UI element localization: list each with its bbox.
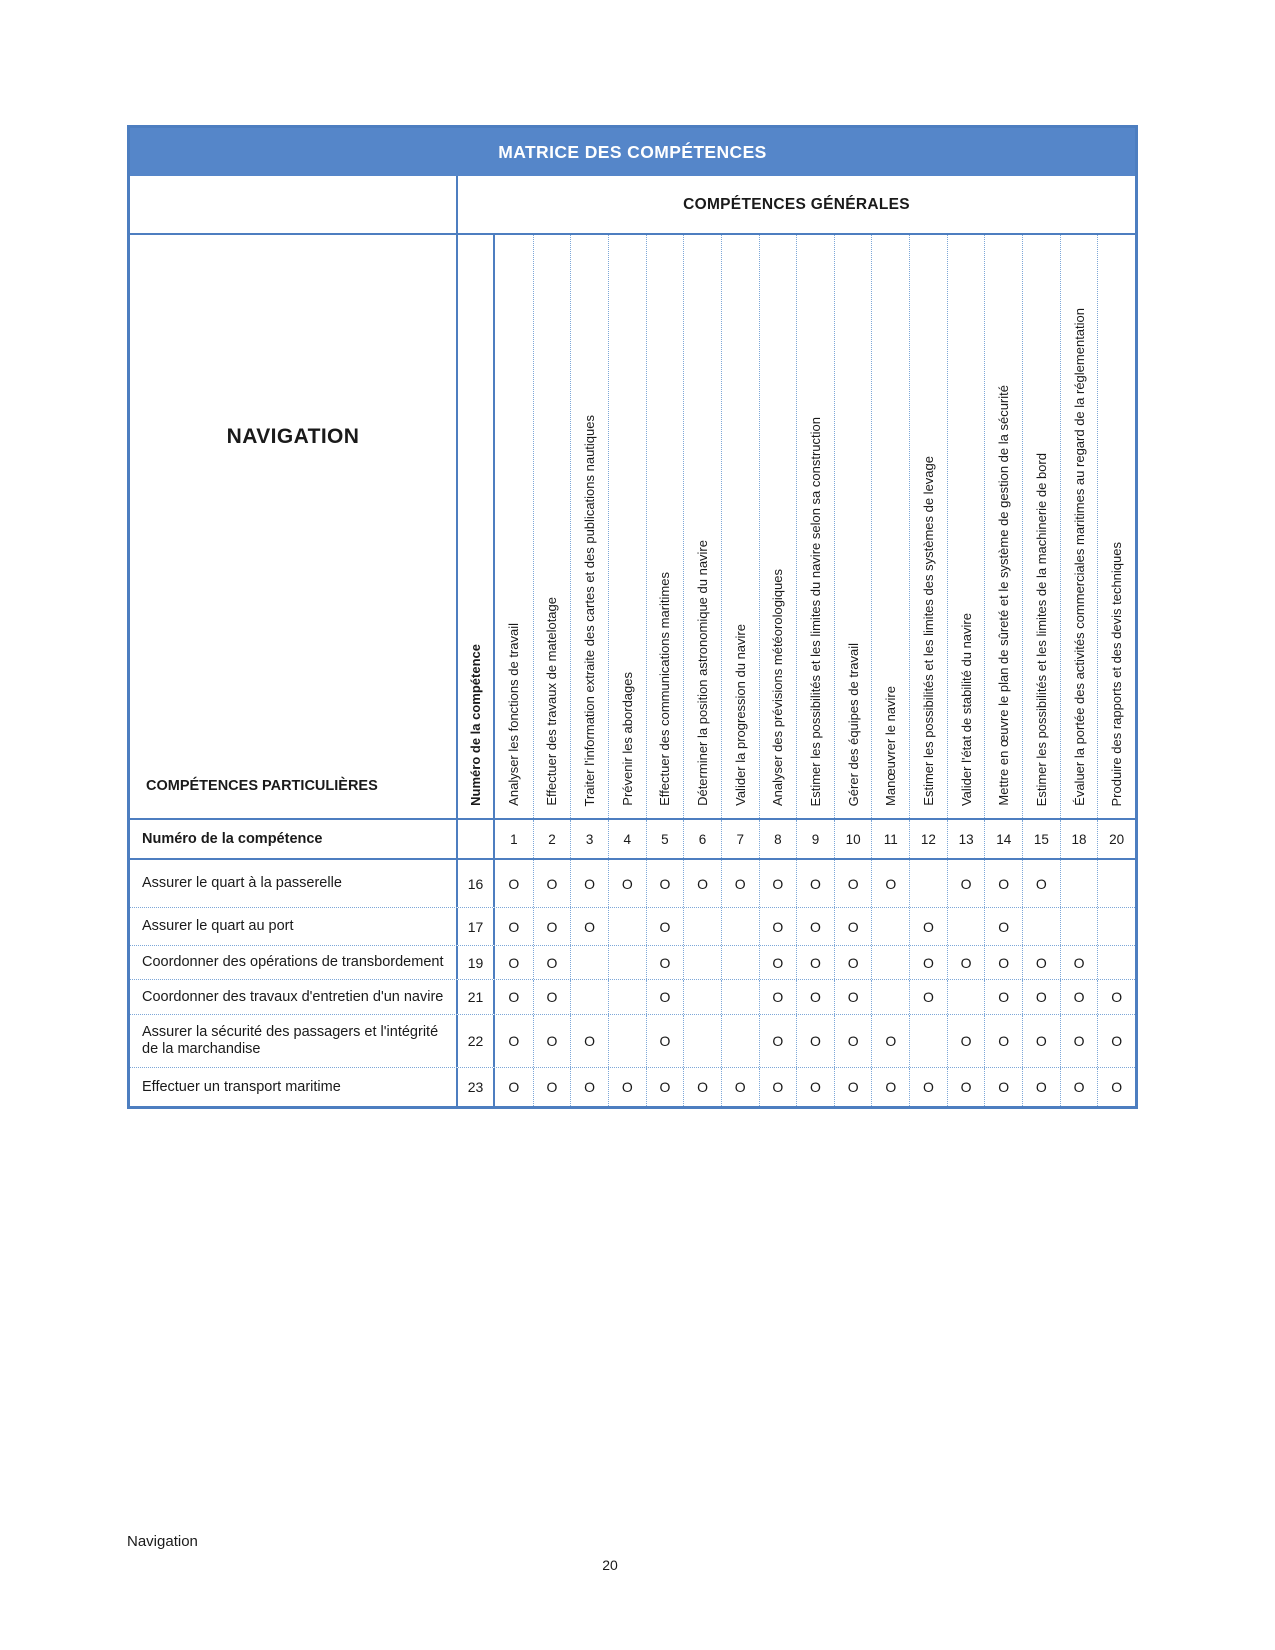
column-number-cell-text: 10: [845, 831, 861, 847]
mark-cell-checked-text: O: [772, 954, 784, 971]
column-number-cell-text: 3: [585, 831, 594, 847]
competency-label: [130, 1068, 458, 1106]
column-vheader-text: Évaluer la portée des activités commerciales maritimes au regard de la réglementation: [1071, 308, 1087, 806]
mark-cell-checked: [646, 860, 684, 907]
mark-cell-checked: [495, 946, 533, 979]
mark-cell-checked: [1060, 946, 1098, 979]
column-vheader: [909, 235, 947, 818]
mark-cell-checked-text: O: [584, 875, 596, 892]
mark-cell-empty: [683, 980, 721, 1014]
mark-cell-empty: [608, 946, 646, 979]
mark-cell-checked: [796, 1068, 834, 1106]
mark-cell-checked-text: O: [998, 875, 1010, 892]
matrix-title-bar: [130, 128, 1135, 176]
column-vheader-text: Estimer les possibilités et les limites des systèmes de levage: [920, 456, 936, 806]
mark-cell-checked-text: O: [1073, 954, 1085, 971]
mark-cell-checked: [871, 860, 909, 907]
competency-label: [130, 860, 458, 907]
mark-cell-checked-text: O: [508, 1033, 520, 1049]
mark-cell-checked-text: O: [697, 875, 708, 892]
mark-cell-checked: [570, 1068, 608, 1106]
competency-number-text: 17: [467, 918, 484, 935]
mark-cell-checked: [759, 1015, 797, 1067]
column-vheader-text: Estimer les possibilités et les limites du navire selon sa construction: [807, 416, 823, 806]
mark-cell-checked: [646, 980, 684, 1014]
competency-number-text: 23: [467, 1079, 484, 1095]
column-vheader: [1097, 235, 1135, 818]
column-number-cell-text: 15: [1033, 831, 1049, 847]
mark-cell-checked: [796, 980, 834, 1014]
mark-cell-empty: [871, 946, 909, 979]
mark-cell-checked-text: O: [810, 918, 821, 935]
mark-cell-checked-text: O: [772, 1079, 784, 1095]
competency-label-text: Assurer la sécurité des passagers et l'intégrité de la marchandise: [142, 1024, 439, 1057]
competency-label-text: Effectuer un transport maritime: [142, 1078, 341, 1095]
column-vheader-text: Mettre en œuvre le plan de sûreté et le système de gestion de la sécurité: [996, 385, 1012, 806]
column-vheader-text: Traiter l'information extraite des cartes et des publications nautiques: [582, 414, 598, 806]
mark-cell-checked-text: O: [998, 918, 1010, 935]
mark-cell-checked-text: O: [1035, 954, 1047, 971]
numero-column-vheader-text: Numéro de la compétence: [468, 644, 483, 806]
mark-cell-checked: [834, 860, 872, 907]
mark-cell-checked: [947, 1015, 985, 1067]
mark-cell-checked: [984, 946, 1022, 979]
mark-cell-checked: [683, 1068, 721, 1106]
mark-cell-checked-text: O: [847, 1033, 859, 1049]
column-numbers-row: [130, 818, 1135, 860]
competency-number-text: 22: [467, 1033, 484, 1049]
competency-number: [458, 1015, 495, 1067]
mark-cell-checked: [796, 908, 834, 945]
mark-cell-checked-text: O: [960, 954, 972, 971]
column-vheader-text: Effectuer des communications maritimes: [657, 572, 673, 806]
mark-cell-checked-text: O: [885, 875, 897, 892]
mark-cell-empty: [947, 908, 985, 945]
mark-cell-empty: [608, 908, 646, 945]
mark-cell-checked: [909, 980, 947, 1014]
mark-cell-checked: [759, 1068, 797, 1106]
mark-cell-checked-text: O: [584, 1033, 596, 1049]
mark-cell-checked-text: O: [659, 918, 671, 935]
mark-cell-checked: [834, 980, 872, 1014]
column-vheader: [796, 235, 834, 818]
mark-cell-checked-text: O: [960, 1079, 972, 1095]
mark-cell-checked-text: O: [960, 875, 972, 892]
column-vheader: [570, 235, 608, 818]
column-number-cell-text: 7: [736, 831, 744, 847]
mark-cell-checked: [608, 1068, 646, 1106]
mark-cell-empty: [871, 980, 909, 1014]
mark-cell-checked: [759, 980, 797, 1014]
mark-cell-checked: [796, 946, 834, 979]
column-vheader: [495, 235, 533, 818]
mark-cell-checked-text: O: [810, 1033, 821, 1049]
column-number-cell: [646, 820, 684, 858]
mark-cell-checked-text: O: [885, 1079, 897, 1095]
column-vheader-text: Analyser des prévisions météorologiques: [770, 568, 786, 806]
mark-cell-checked-text: O: [810, 954, 821, 971]
column-number-cell-text: 18: [1071, 831, 1087, 847]
mark-cell-checked: [871, 1068, 909, 1106]
competency-number: [458, 946, 495, 979]
mark-cell-checked-text: O: [922, 989, 934, 1005]
mark-cell-checked-text: O: [508, 1079, 520, 1095]
mark-cell-checked: [721, 860, 759, 907]
mark-cell-checked: [1097, 1068, 1135, 1106]
mark-cell-empty: [570, 980, 608, 1014]
mark-cell-checked-text: O: [546, 1033, 558, 1049]
column-number-cell: [871, 820, 909, 858]
mark-cell-checked-text: O: [1035, 1033, 1047, 1049]
mark-cell-checked-text: O: [659, 954, 671, 971]
mark-cell-checked-text: O: [810, 1079, 821, 1095]
mark-cell-checked: [1022, 1015, 1060, 1067]
mark-cell-checked-text: O: [772, 918, 784, 935]
mark-cell-checked: [533, 1068, 571, 1106]
competency-label: [130, 946, 458, 979]
mark-cell-checked: [1022, 860, 1060, 907]
column-vheader: [721, 235, 759, 818]
mark-cell-empty: [683, 946, 721, 979]
mark-cell-checked-text: O: [697, 1079, 708, 1095]
mark-cell-empty: [909, 860, 947, 907]
mark-cell-checked-text: O: [546, 954, 558, 971]
mark-cell-checked: [759, 946, 797, 979]
footer-page-number: 20: [602, 1557, 618, 1573]
column-vheader-text: Estimer les possibilités et les limites de la machinerie de bord: [1033, 452, 1049, 806]
section-title: NAVIGATION: [226, 425, 360, 448]
general-competencies-header: COMPÉTENCES GÉNÉRALES: [683, 195, 910, 213]
mark-cell-checked-text: O: [1111, 989, 1123, 1005]
competency-number: [458, 860, 495, 907]
column-vheader: [947, 235, 985, 818]
column-number-cell: [721, 820, 759, 858]
competency-number-text: 21: [467, 989, 484, 1005]
column-number-cell-text: 20: [1109, 831, 1125, 847]
mark-cell-checked: [1060, 1068, 1098, 1106]
mark-cell-checked-text: O: [885, 1033, 897, 1049]
column-number-cell-text: 9: [811, 831, 820, 847]
mark-cell-checked: [646, 1068, 684, 1106]
mark-cell-checked-text: O: [621, 1079, 633, 1095]
mark-cell-checked: [533, 908, 571, 945]
mark-cell-checked-text: O: [734, 1079, 746, 1095]
mark-cell-checked-text: O: [960, 1033, 972, 1049]
mark-cell-checked: [834, 1068, 872, 1106]
column-number-cell-text: 4: [623, 831, 632, 847]
mark-cell-checked-text: O: [772, 1033, 784, 1049]
mark-cell-checked-text: O: [659, 1033, 671, 1049]
column-number-cell: [1022, 820, 1060, 858]
mark-cell-checked-text: O: [847, 875, 859, 892]
mark-cell-checked: [1060, 1015, 1098, 1067]
column-vheader: [984, 235, 1022, 818]
mark-cell-empty: [570, 946, 608, 979]
mark-cell-checked-text: O: [508, 954, 520, 971]
mark-cell-empty: [1097, 946, 1135, 979]
mark-cell-checked: [984, 908, 1022, 945]
mark-cell-checked-text: O: [1035, 989, 1047, 1005]
competency-number: [458, 1068, 495, 1106]
numero-column-vheader: [458, 235, 495, 818]
mark-cell-checked: [495, 908, 533, 945]
numero-row-label: Numéro de la compétence: [130, 820, 458, 858]
column-vheader: [533, 235, 571, 818]
mark-cell-checked: [570, 1015, 608, 1067]
mark-cell-checked: [947, 1068, 985, 1106]
mark-cell-checked-text: O: [847, 918, 859, 935]
competency-matrix-table: [127, 125, 1138, 1109]
mark-cell-checked-text: O: [1073, 1033, 1085, 1049]
mark-cell-checked-text: O: [847, 1079, 859, 1095]
mark-cell-empty: [721, 980, 759, 1014]
mark-cell-checked: [834, 946, 872, 979]
mark-cell-checked: [759, 860, 797, 907]
mark-cell-checked-text: O: [659, 875, 671, 892]
competency-row: [130, 907, 1135, 945]
column-number-cell: [1097, 820, 1135, 858]
general-competencies-header-row: [130, 176, 1135, 233]
mark-cell-checked: [495, 1068, 533, 1106]
mark-cell-checked-text: O: [621, 875, 633, 892]
competency-label: [130, 980, 458, 1014]
mark-cell-checked-text: O: [922, 1079, 934, 1095]
column-number-cell-text: 6: [698, 831, 707, 847]
column-vheader-text: Déterminer la position astronomique du navire: [695, 540, 711, 806]
mark-cell-checked: [495, 860, 533, 907]
column-vheader-text: Gérer des équipes de travail: [845, 642, 861, 806]
competency-number-text: 16: [467, 875, 484, 892]
mark-cell-empty: [1097, 908, 1135, 945]
column-number-cell-text: 11: [883, 831, 898, 847]
mark-cell-checked-text: O: [1073, 1079, 1085, 1095]
mark-cell-checked: [759, 908, 797, 945]
mark-cell-checked: [909, 1068, 947, 1106]
mark-cell-empty: [683, 908, 721, 945]
mark-cell-checked: [871, 1015, 909, 1067]
mark-cell-checked: [1097, 980, 1135, 1014]
mark-cell-empty: [909, 1015, 947, 1067]
mark-cell-empty: [683, 1015, 721, 1067]
mark-cell-checked-text: O: [998, 1079, 1010, 1095]
competency-row: [130, 945, 1135, 979]
column-number-cell: [683, 820, 721, 858]
mark-cell-checked-text: O: [508, 918, 520, 935]
column-vheader: [834, 235, 872, 818]
mark-cell-empty: [1060, 908, 1098, 945]
mark-cell-checked: [984, 860, 1022, 907]
column-number-cell: [984, 820, 1022, 858]
column-vheader-text: Prévenir les abordages: [619, 672, 635, 806]
mark-cell-checked: [947, 946, 985, 979]
column-number-cell: [533, 820, 571, 858]
mark-cell-checked-text: O: [922, 918, 934, 935]
mark-cell-checked: [533, 980, 571, 1014]
mark-cell-checked-text: O: [847, 989, 859, 1005]
column-number-cell-text: 8: [774, 831, 782, 847]
mark-cell-checked: [533, 1015, 571, 1067]
column-number-cell: [947, 820, 985, 858]
competency-number: [458, 980, 495, 1014]
mark-cell-checked: [646, 908, 684, 945]
column-vheader: [608, 235, 646, 818]
competency-label-text: Assurer le quart à la passerelle: [142, 875, 342, 891]
mark-cell-checked-text: O: [508, 875, 520, 892]
mark-cell-checked-text: O: [508, 989, 520, 1005]
column-number-cell: [1060, 820, 1098, 858]
column-headers-row: [130, 233, 1135, 818]
mark-cell-empty: [1097, 860, 1135, 907]
mark-cell-checked: [721, 1068, 759, 1106]
column-vheader-text: Manœuvrer le navire: [883, 686, 899, 806]
column-number-cell: [796, 820, 834, 858]
competency-row: [130, 979, 1135, 1014]
mark-cell-checked: [909, 908, 947, 945]
mark-cell-checked-text: O: [810, 989, 821, 1005]
competency-label-text: Assurer le quart au port: [142, 918, 294, 934]
mark-cell-checked: [646, 946, 684, 979]
competency-number-text: 19: [467, 954, 484, 971]
mark-cell-empty: [947, 980, 985, 1014]
mark-cell-checked-text: O: [734, 875, 746, 892]
matrix-body: [130, 860, 1135, 1106]
column-number-cell: [834, 820, 872, 858]
column-number-cell: [608, 820, 646, 858]
mark-cell-checked-text: O: [546, 989, 558, 1005]
mark-cell-checked: [533, 860, 571, 907]
competency-number: [458, 908, 495, 945]
mark-cell-checked-text: O: [1073, 989, 1085, 1005]
mark-cell-checked-text: O: [922, 954, 934, 971]
mark-cell-empty: [1060, 860, 1098, 907]
column-number-cell-text: 13: [958, 831, 974, 847]
mark-cell-checked-text: O: [998, 1033, 1010, 1049]
mark-cell-checked-text: O: [1111, 1033, 1123, 1049]
competency-label: [130, 1015, 458, 1067]
mark-cell-checked-text: O: [1035, 875, 1047, 892]
mark-cell-empty: [721, 946, 759, 979]
column-number-cell: [909, 820, 947, 858]
mark-cell-checked: [1022, 1068, 1060, 1106]
mark-cell-checked: [984, 1015, 1022, 1067]
mark-cell-checked-text: O: [546, 1079, 558, 1095]
mark-cell-checked-text: O: [1111, 1079, 1123, 1095]
mark-cell-empty: [608, 980, 646, 1014]
mark-cell-checked-text: O: [810, 875, 821, 892]
competency-label-text: Coordonner des travaux d'entretien d'un navire: [142, 988, 444, 1005]
column-number-cell: [495, 820, 533, 858]
mark-cell-checked-text: O: [772, 989, 784, 1005]
mark-cell-empty: [1022, 908, 1060, 945]
mark-cell-checked: [570, 860, 608, 907]
column-vheader-text: Produire des rapports et des devis techniques: [1109, 541, 1125, 806]
mark-cell-checked: [834, 1015, 872, 1067]
mark-cell-checked: [909, 946, 947, 979]
header-left-spacer: [130, 176, 458, 233]
mark-cell-checked: [570, 908, 608, 945]
competency-row: [130, 1014, 1135, 1067]
mark-cell-checked-text: O: [584, 1079, 596, 1095]
column-vheader: [759, 235, 797, 818]
mark-cell-checked-text: O: [659, 989, 671, 1005]
column-vheader-text: Analyser les fonctions de travail: [506, 623, 522, 806]
column-vheader-text: Valider la progression du navire: [732, 624, 748, 806]
numero-row-spacer: [458, 820, 495, 858]
mark-cell-checked: [1060, 980, 1098, 1014]
mark-cell-checked: [533, 946, 571, 979]
competency-row: [130, 860, 1135, 907]
column-number-cell: [570, 820, 608, 858]
column-number-cell: [759, 820, 797, 858]
column-vheader: [871, 235, 909, 818]
column-vheader: [646, 235, 684, 818]
mark-cell-checked: [984, 980, 1022, 1014]
column-vheader-text: Valider l'état de stabilité du navire: [958, 612, 974, 806]
mark-cell-empty: [721, 908, 759, 945]
competency-row: [130, 1067, 1135, 1106]
mark-cell-checked: [495, 980, 533, 1014]
mark-cell-checked-text: O: [584, 918, 596, 935]
competency-label: [130, 908, 458, 945]
mark-cell-checked: [796, 1015, 834, 1067]
mark-cell-checked-text: O: [847, 954, 859, 971]
mark-cell-checked: [683, 860, 721, 907]
column-vheader: [1060, 235, 1098, 818]
mark-cell-checked: [1022, 946, 1060, 979]
mark-cell-checked-text: O: [546, 875, 558, 892]
mark-cell-checked-text: O: [659, 1079, 671, 1095]
mark-cell-checked-text: O: [998, 989, 1010, 1005]
column-vheader: [683, 235, 721, 818]
mark-cell-empty: [608, 1015, 646, 1067]
mark-cell-checked: [984, 1068, 1022, 1106]
particular-competencies-header: COMPÉTENCES PARTICULIÈRES: [146, 778, 378, 794]
mark-cell-checked: [947, 860, 985, 907]
mark-cell-checked: [495, 1015, 533, 1067]
mark-cell-checked-text: O: [546, 918, 558, 935]
mark-cell-checked: [834, 908, 872, 945]
column-number-cell-text: 12: [920, 831, 936, 847]
competency-label-text: Coordonner des opérations de transbordement: [142, 954, 444, 970]
mark-cell-checked: [1097, 1015, 1135, 1067]
matrix-title: MATRICE DES COMPÉTENCES: [498, 141, 767, 162]
left-panel: [130, 235, 458, 818]
column-vheader: [1022, 235, 1060, 818]
mark-cell-checked: [608, 860, 646, 907]
footer-section-label: Navigation: [127, 1533, 198, 1550]
mark-cell-checked: [646, 1015, 684, 1067]
mark-cell-checked: [796, 860, 834, 907]
mark-cell-checked-text: O: [998, 954, 1010, 971]
column-number-cell-text: 5: [661, 831, 669, 847]
mark-cell-empty: [871, 908, 909, 945]
column-number-cell-text: 2: [548, 831, 556, 847]
mark-cell-checked-text: O: [1035, 1079, 1047, 1095]
mark-cell-checked-text: O: [772, 875, 784, 892]
column-vheader-text: Effectuer des travaux de matelotage: [544, 597, 560, 806]
column-number-cell-text: 14: [996, 831, 1012, 847]
mark-cell-checked: [1022, 980, 1060, 1014]
mark-cell-empty: [721, 1015, 759, 1067]
column-number-cell-text: 1: [510, 831, 518, 847]
